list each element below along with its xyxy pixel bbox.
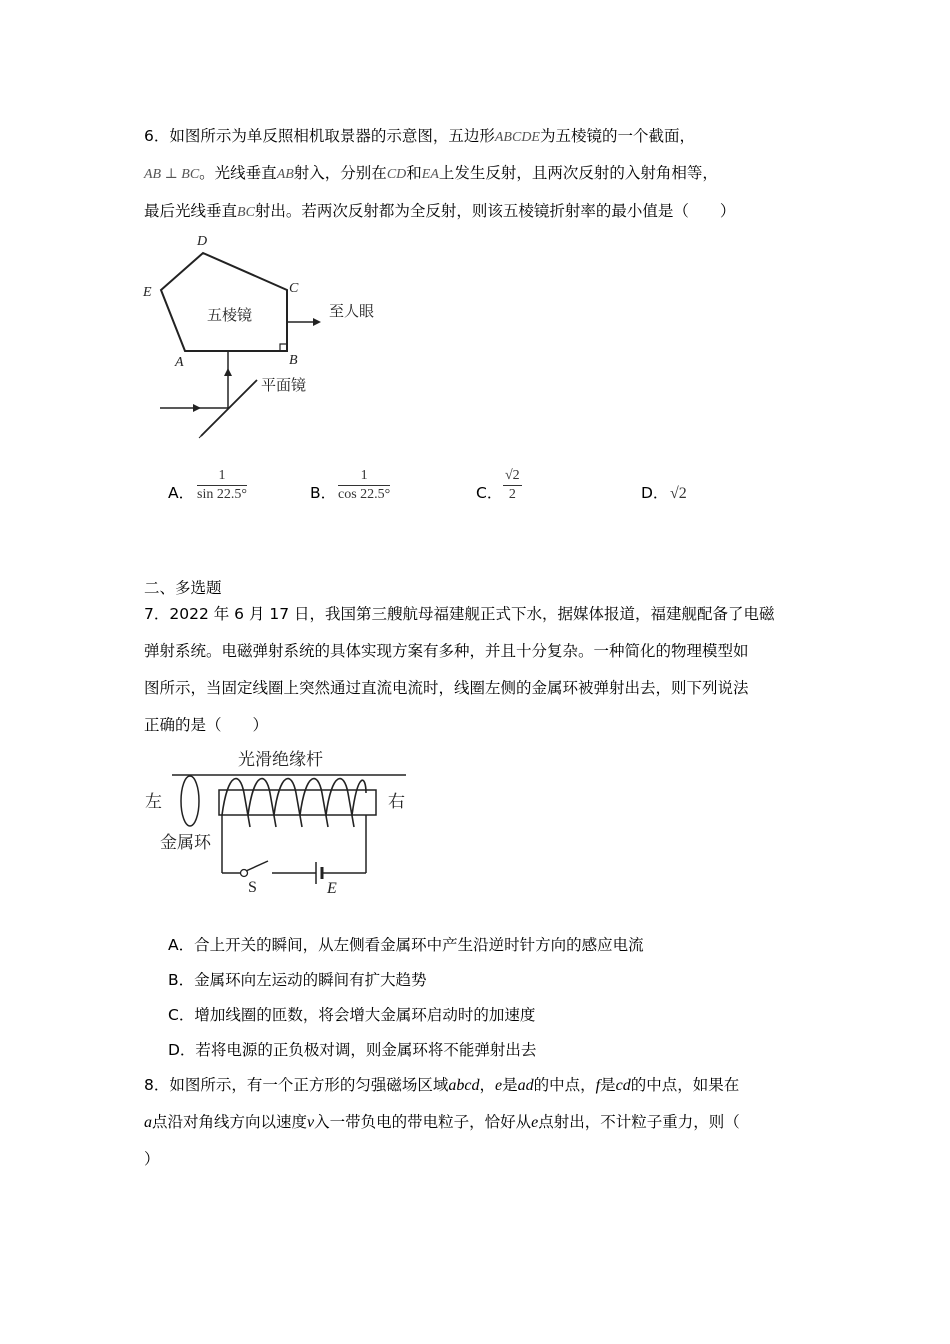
q7-option-d: D．若将电源的正负极对调，则金属环将不能弹射出去 [168,1041,537,1059]
q7-line-3: 图所示，当固定线圈上突然通过直流电流时，线圈左侧的金属环被弹射出去，则下列说法 [144,679,749,697]
q6-line-2: AB ⊥ BC。光线垂直AB射入，分别在CD和EA上发生反射，且两次反射的入射角相等， [144,164,718,182]
label-eye: 至人眼 [329,302,375,320]
q7-line-1: 7．2022 年 6 月 17 日，我国第三艘航母福建舰正式下水，据媒体报道，福建舰配备了电磁 [144,605,775,623]
q7-option-a: A．合上开关的瞬间，从左侧看金属环中产生沿逆时针方向的感应电流 [168,936,644,954]
q6-option-c-fraction: $\frac{√2}{2}$ [505,468,520,502]
q7-line-2: 弹射系统。电磁弹射系统的具体实现方案有多种，并且十分复杂。一种简化的物理模型如 [144,642,749,660]
q6-option-d-value: √2 [670,485,687,502]
q6-option-b-fraction: $\frac{1}{\cos 22.5^\circ}$ [338,468,391,502]
label-battery: E [327,880,337,897]
switch-lever [246,861,268,871]
coil-launcher-figure [140,745,415,900]
q7-option-b: B．金属环向左运动的瞬间有扩大趋势 [168,971,427,989]
q7-option-c: C．增加线圈的匝数，将会增大金属环启动时的加速度 [168,1006,536,1024]
q8-line-1: 8．如图所示，有一个正方形的匀强磁场区域abcd，e是ad的中点，f是cd的中点，如果在 [144,1076,740,1094]
right-angle-mark [280,344,287,351]
q6-option-c-label: C． [476,484,503,502]
pentaprism-shape [161,253,287,351]
q7-line-4: 正确的是（ ） [144,716,269,734]
q6-option-a-label: A． [168,484,195,502]
label-A: A [175,355,184,370]
label-D: D [197,234,208,249]
label-switch: S [248,879,257,896]
q6-option-d-label: D． [641,484,669,502]
label-B: B [289,353,298,368]
metal-ring [181,776,199,826]
q6-option-b-label: B． [310,484,337,502]
q6-option-a-fraction: $\frac{1}{\sin 22.5^\circ}$ [197,468,247,502]
pentaprism-figure [135,228,395,443]
label-rod: 光滑绝缘杆 [238,750,323,770]
label-prism: 五棱镜 [207,306,253,324]
label-C: C [289,281,299,296]
arrow-up [224,368,232,376]
arrow-incoming [193,404,201,412]
math-abcde: ABCDE [494,130,540,145]
label-left: 左 [145,792,162,812]
label-ring: 金属环 [160,833,211,853]
arrow-to-eye [313,318,321,326]
q6-line-1: 6．如图所示为单反照相机取景器的示意图，五边形ABCDE为五棱镜的一个截面， [144,127,695,145]
label-right: 右 [388,792,405,812]
section-multi-choice: 二、多选题 [144,579,222,597]
q6-line-3: 最后光线垂直BC射出。若两次反射都为全反射，则该五棱镜折射率的最小值是（ ） [144,202,736,220]
q8-line-3: ） [144,1150,160,1168]
label-mirror: 平面镜 [261,376,307,394]
label-E: E [143,285,152,300]
q8-line-2: a点沿对角线方向以速度v入一带负电的带电粒子，恰好从e点射出，不计粒子重力，则（ [144,1113,740,1131]
